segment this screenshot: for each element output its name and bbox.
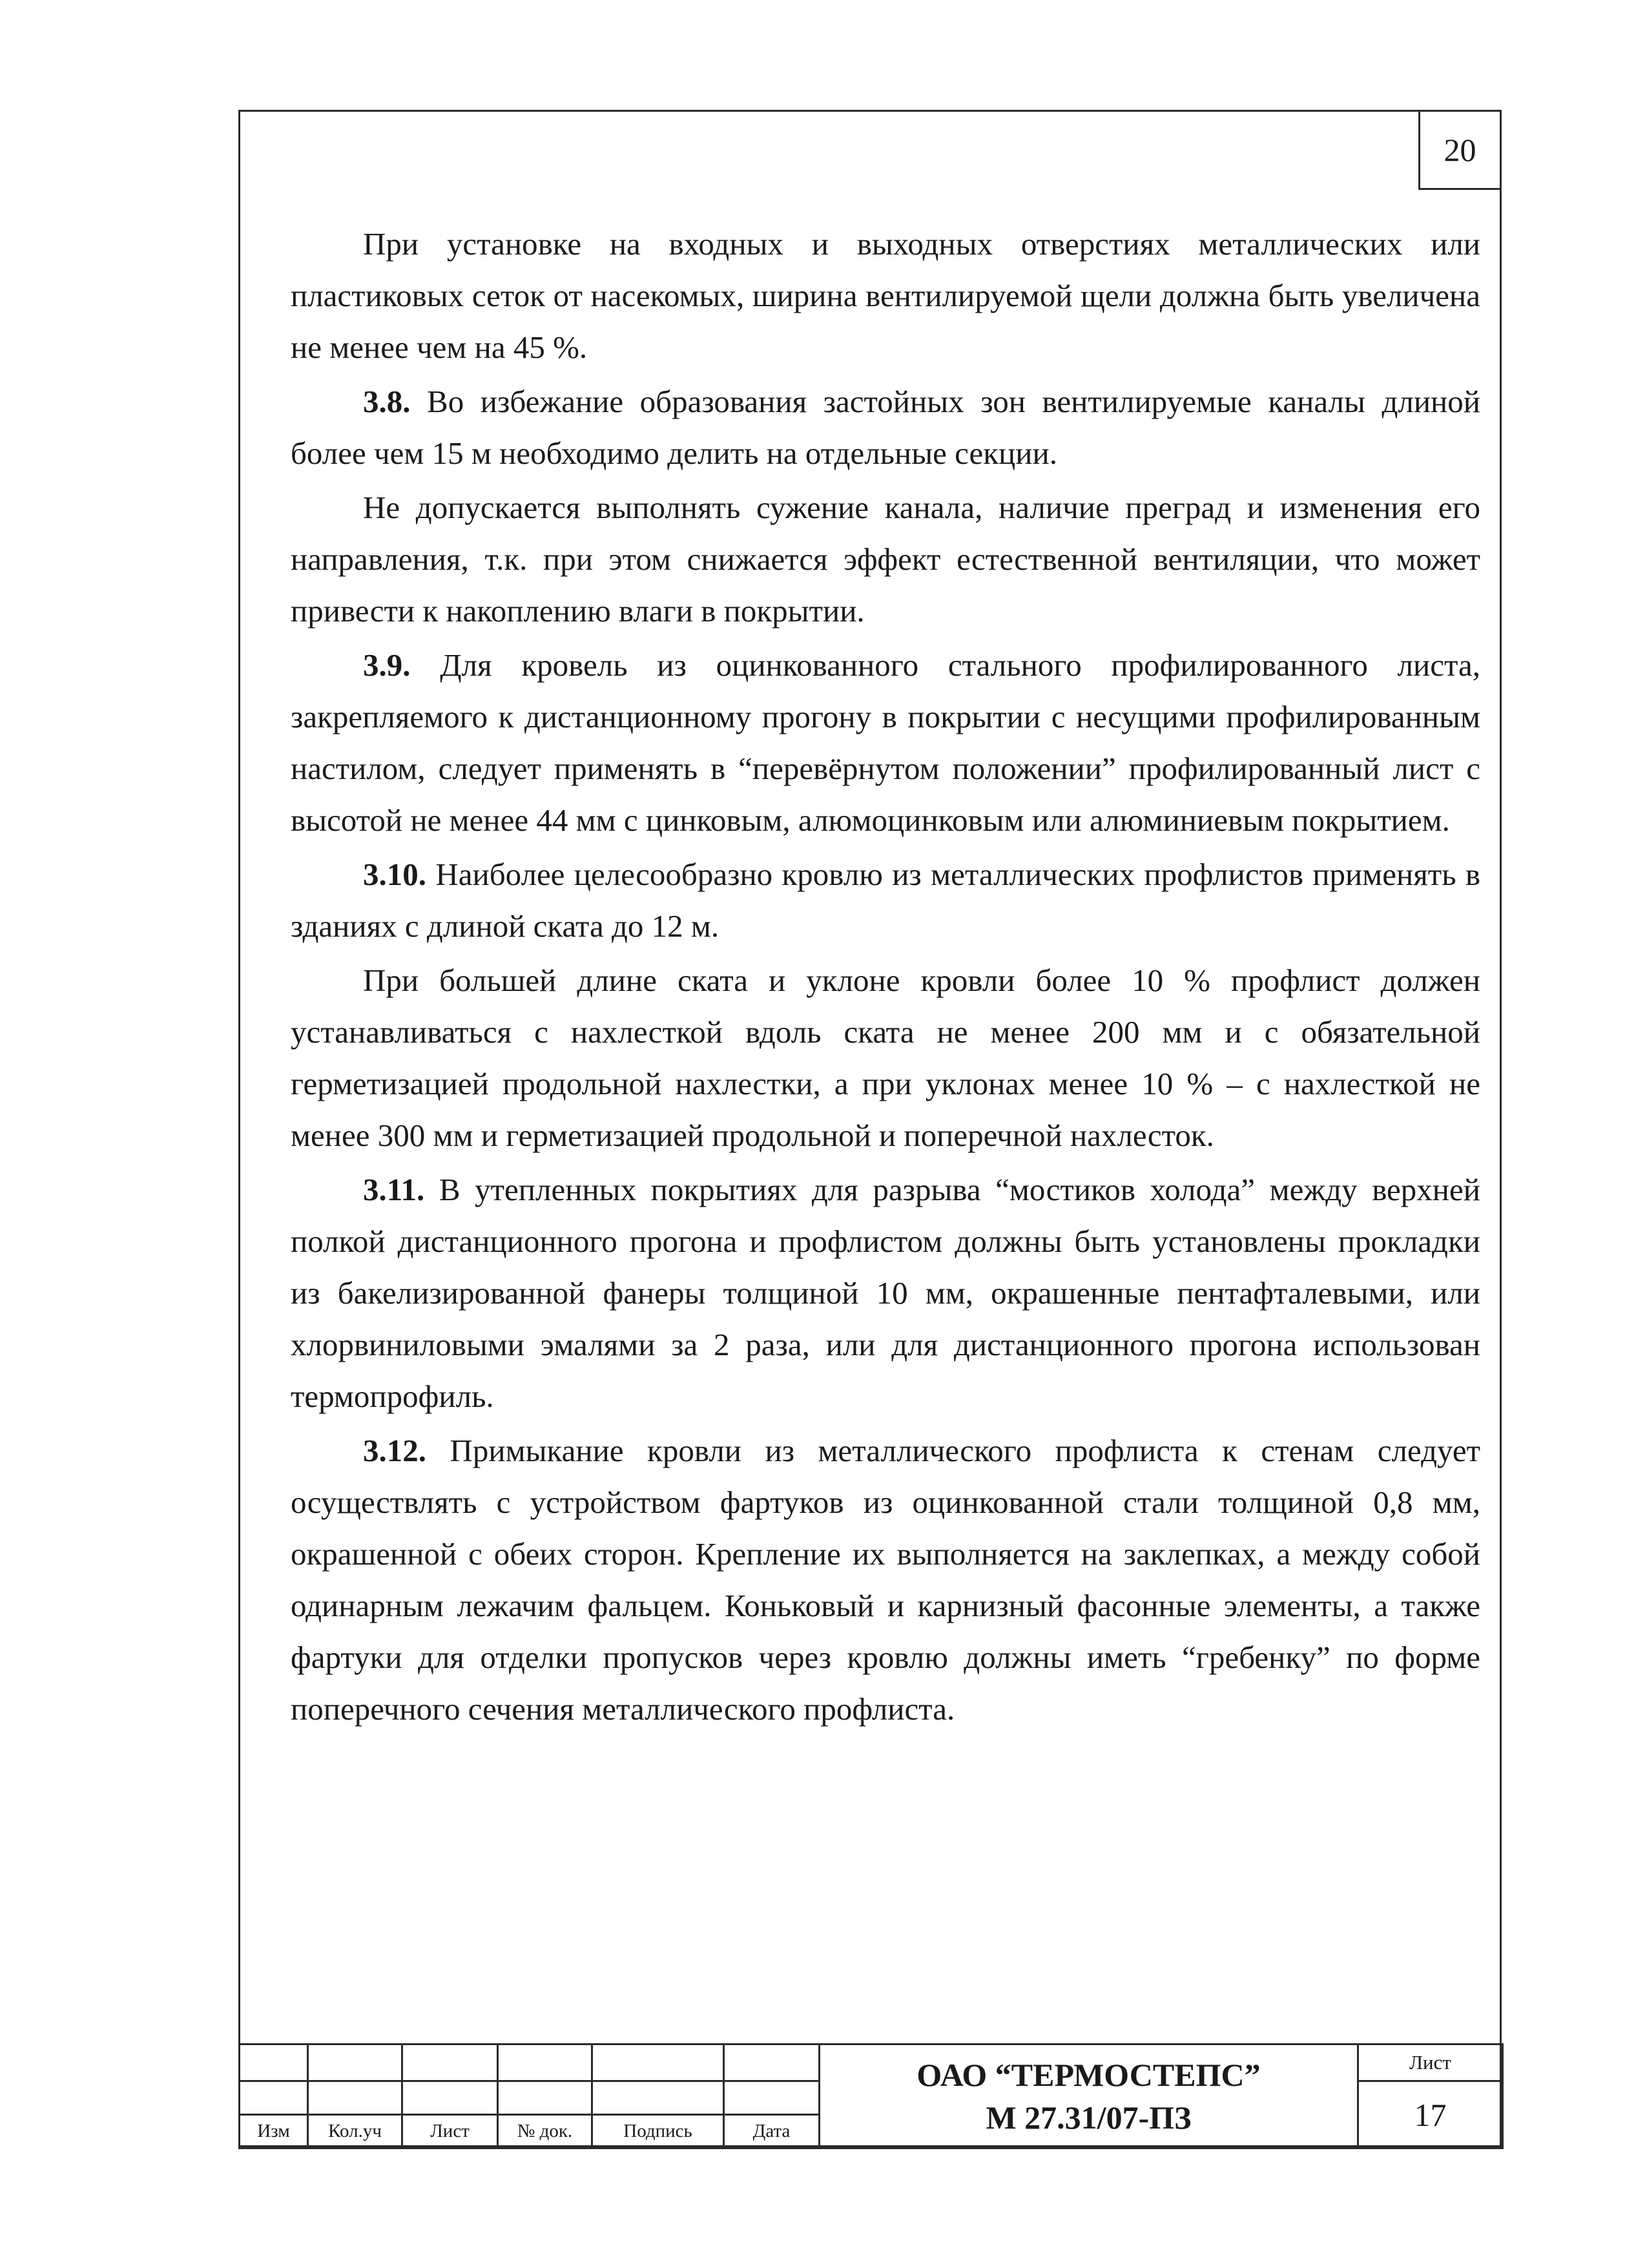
clause-number: 3.11. <box>363 1172 425 1207</box>
stamp-cell <box>724 2081 820 2115</box>
paragraph-text: Не допускается выполнять сужение канала, наличие преград и изменения его направления, т.к. при этом снижается эффект естественной вентиляции, что может привести к накоплению влаги в покрытии. <box>291 490 1480 629</box>
document-code: М 27.31/07-ПЗ <box>986 2099 1192 2136</box>
paragraph <box>291 218 1480 373</box>
paragraph <box>291 849 1480 952</box>
organization-name: ОАО “ТЕРМОСТЕПС” <box>916 2057 1261 2093</box>
stamp-cell <box>592 2081 724 2115</box>
stamp-cell <box>402 2081 498 2115</box>
paragraph <box>291 1164 1480 1422</box>
stamp-cell <box>240 2044 308 2081</box>
header-signature: Подпись <box>592 2115 724 2148</box>
stamp-cell <box>498 2044 592 2081</box>
stamp-cell <box>498 2081 592 2115</box>
paragraph <box>291 1425 1480 1735</box>
clause-number: 3.8. <box>363 384 411 419</box>
stamp-cell <box>308 2044 402 2081</box>
paragraph <box>291 640 1480 846</box>
clause-number: 3.9. <box>363 647 411 683</box>
header-izm: Изм <box>240 2115 308 2148</box>
stamp-cell <box>592 2044 724 2081</box>
paragraph <box>291 955 1480 1161</box>
paragraph-text: При установке на входных и выходных отверстиях металлических или пластиковых сеток от насекомых, ширина вентилируемой щели должна быть увеличена не менее чем на 45 %. <box>291 226 1480 365</box>
paragraph-text: В утепленных покрытиях для разрыва “мостиков холода” между верхней полкой дистанционного прогона и профлистом должны быть установлены прокладки из бакелизированной фанеры толщиной 10 мм, окрашенные пентафталевыми, или хлорвиниловыми эмалями за 2 раза, или для дистанционного прогона использован термопрофиль. <box>291 1172 1480 1414</box>
stamp-cell <box>240 2081 308 2115</box>
paragraph-text: Для кровель из оцинкованного стального профилированного листа, закрепляемого к дистанционному прогону в покрытии с несущими профилированным настилом, следует применять в “перевёрнутом положении” профилированный лист с высотой не менее 44 мм с цинковым, алюмоцинковым или алюминиевым покрытием. <box>291 647 1481 838</box>
page-number-box <box>1418 110 1502 190</box>
paragraph-text: Во избежание образования застойных зон вентилируемые каналы длиной более чем 15 м необходимо делить на отдельные секции. <box>291 384 1480 471</box>
clause-number: 3.12. <box>363 1433 426 1468</box>
header-kol-uch: Кол.уч <box>308 2115 402 2148</box>
document-body <box>291 218 1480 1738</box>
stamp-cell <box>724 2044 820 2081</box>
paragraph <box>291 482 1480 637</box>
stamp-organization <box>820 2044 1358 2148</box>
stamp-cell <box>308 2081 402 2115</box>
sheet-label: Лист <box>1358 2044 1503 2081</box>
title-block <box>238 2043 1504 2149</box>
paragraph-text: При большей длине ската и уклоне кровли более 10 % профлист должен устанавливаться с нахлесткой вдоль ската не менее 200 мм и с обязательной герметизацией продольной нахлестки, а при уклонах менее 10 % – с нахлесткой не менее 300 мм и герметизацией продольной и поперечной нахлесток. <box>291 962 1480 1153</box>
page-number: 20 <box>1444 132 1476 168</box>
clause-number: 3.10. <box>363 857 426 892</box>
header-date: Дата <box>724 2115 820 2148</box>
paragraph-text: Примыкание кровли из металлического профлиста к стенам следует осуществлять с устройством фартуков из оцинкованной стали толщиной 0,8 мм, окрашенной с обеих сторон. Крепление их выполняется на заклепках, а между собой одинарным лежачим фальцем. Коньковый и карнизный фасонные элементы, а также фартуки для отделки пропусков через кровлю должны иметь “гребенку” по форме поперечного сечения металлического профлиста. <box>291 1433 1481 1727</box>
stamp-cell <box>402 2044 498 2081</box>
paragraph-text: Наиболее целесообразно кровлю из металлических профлистов применять в зданиях с длиной ската до 12 м. <box>291 857 1481 944</box>
header-doc-number: № док. <box>498 2115 592 2148</box>
paragraph <box>291 376 1480 479</box>
header-list: Лист <box>402 2115 498 2148</box>
sheet-number: 17 <box>1358 2081 1503 2148</box>
